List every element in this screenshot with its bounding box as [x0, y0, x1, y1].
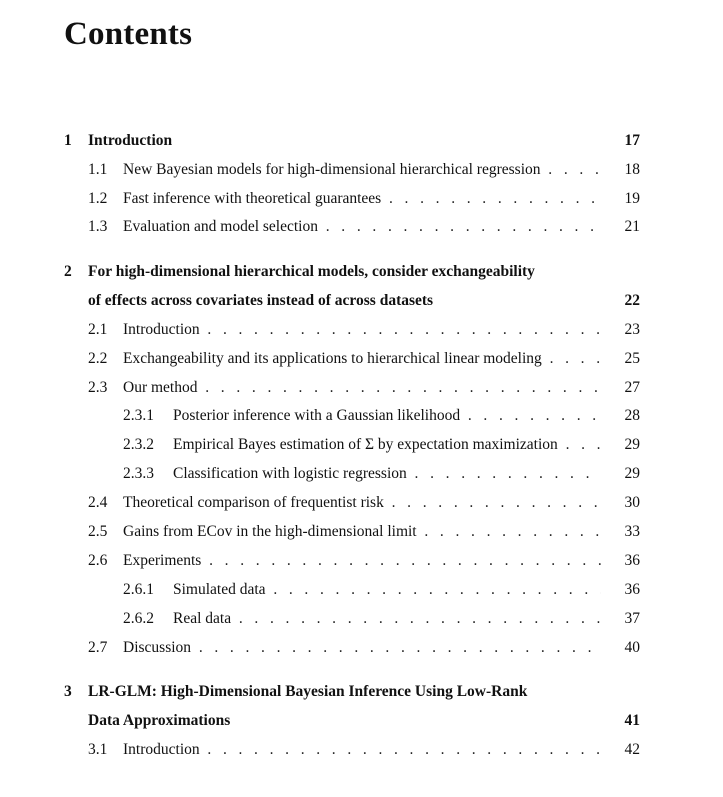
- section-title: New Bayesian models for high-dimensional hierarchical regression . . .: [123, 155, 601, 184]
- toc-chapter-3-cont[interactable]: [0, 706, 723, 735]
- toc-section-2-5[interactable]: [0, 517, 723, 546]
- subsection-number: 2.3.1: [123, 407, 154, 424]
- section-title: Experiments . . .: [123, 546, 601, 575]
- page-number: 19: [624, 190, 640, 207]
- page-number: 42: [624, 741, 640, 758]
- chapter-title: Introduction: [88, 132, 173, 149]
- chapter-number: 3: [64, 683, 72, 700]
- toc-subsection-2-6-1[interactable]: [0, 575, 723, 604]
- section-number: 2.5: [88, 523, 108, 540]
- toc-section-1-1[interactable]: [0, 155, 723, 184]
- page-number: 36: [624, 552, 640, 569]
- section-number: 3.1: [88, 741, 108, 758]
- subsection-title: Posterior inference with a Gaussian likelihood . . .: [173, 401, 601, 430]
- toc-section-3-1[interactable]: [0, 735, 723, 764]
- section-title: Introduction . . .: [123, 735, 601, 764]
- section-title: Evaluation and model selection . . .: [123, 212, 601, 241]
- toc-section-1-3[interactable]: [0, 212, 723, 241]
- subsection-number: 2.6.2: [123, 610, 154, 627]
- chapter-number: 2: [64, 263, 72, 280]
- page-number: 21: [624, 218, 640, 235]
- chapter-title: LR-GLM: High-Dimensional Bayesian Inference Using Low-Rank: [88, 683, 528, 700]
- chapter-number: 1: [64, 132, 72, 149]
- page-number: 22: [624, 292, 640, 309]
- page-number: 29: [624, 465, 640, 482]
- section-title: Introduction . . .: [123, 315, 601, 344]
- subsection-title: Classification with logistic regression . . .: [173, 459, 601, 488]
- page-number: 36: [624, 581, 640, 598]
- toc-section-2-2[interactable]: [0, 344, 723, 373]
- section-number: 1.3: [88, 218, 108, 235]
- page-number: 27: [624, 379, 640, 396]
- page-title: Contents: [64, 16, 193, 52]
- section-number: 2.2: [88, 350, 108, 367]
- section-number: 2.4: [88, 494, 108, 511]
- page-number: 23: [624, 321, 640, 338]
- toc-chapter-2[interactable]: [0, 257, 723, 286]
- section-number: 2.7: [88, 639, 108, 656]
- page-number: 37: [624, 610, 640, 627]
- toc-section-2-7[interactable]: [0, 633, 723, 662]
- section-title: Discussion . . .: [123, 633, 601, 662]
- page-number: 28: [624, 407, 640, 424]
- toc-section-2-1[interactable]: [0, 315, 723, 344]
- page-number: 25: [624, 350, 640, 367]
- subsection-title: Empirical Bayes estimation of Σ by expectation maximization . . .: [173, 430, 601, 459]
- subsection-title: Real data . . .: [173, 604, 601, 633]
- toc-chapter-2-cont[interactable]: [0, 286, 723, 315]
- chapter-title-continued: of effects across covariates instead of across datasets: [88, 292, 434, 309]
- subsection-number: 2.3.2: [123, 436, 154, 453]
- toc-subsection-2-6-2[interactable]: [0, 604, 723, 633]
- section-number: 1.1: [88, 161, 108, 178]
- section-title: Fast inference with theoretical guarantees . . .: [123, 184, 601, 213]
- section-number: 1.2: [88, 190, 108, 207]
- chapter-title: For high-dimensional hierarchical models, consider exchangeability: [88, 263, 535, 280]
- page-number: 41: [624, 712, 640, 729]
- section-number: 2.3: [88, 379, 108, 396]
- toc-subsection-2-3-3[interactable]: [0, 459, 723, 488]
- subsection-title: Simulated data . . .: [173, 575, 601, 604]
- toc-subsection-2-3-1[interactable]: [0, 401, 723, 430]
- subsection-number: 2.6.1: [123, 581, 154, 598]
- page-number: 33: [624, 523, 640, 540]
- page-number: 30: [624, 494, 640, 511]
- section-number: 2.1: [88, 321, 108, 338]
- section-number: 2.6: [88, 552, 108, 569]
- section-title: Theoretical comparison of frequentist risk . . .: [123, 488, 601, 517]
- toc-chapter-1[interactable]: [0, 126, 723, 155]
- subsection-number: 2.3.3: [123, 465, 154, 482]
- toc-section-2-4[interactable]: [0, 488, 723, 517]
- toc-section-1-2[interactable]: [0, 184, 723, 213]
- chapter-title-continued: Data Approximations: [88, 712, 231, 729]
- section-title: Gains from ECov in the high-dimensional limit . . .: [123, 517, 601, 546]
- page-number: 40: [624, 639, 640, 656]
- section-title: Exchangeability and its applications to hierarchical linear modeling . . .: [123, 344, 601, 373]
- toc-section-2-6[interactable]: [0, 546, 723, 575]
- toc-section-2-3[interactable]: [0, 373, 723, 402]
- toc-subsection-2-3-2[interactable]: [0, 430, 723, 459]
- page-number: 29: [624, 436, 640, 453]
- page-number: 17: [624, 132, 640, 149]
- toc-chapter-3[interactable]: [0, 677, 723, 706]
- section-title: Our method . . .: [123, 373, 601, 402]
- page-number: 18: [624, 161, 640, 178]
